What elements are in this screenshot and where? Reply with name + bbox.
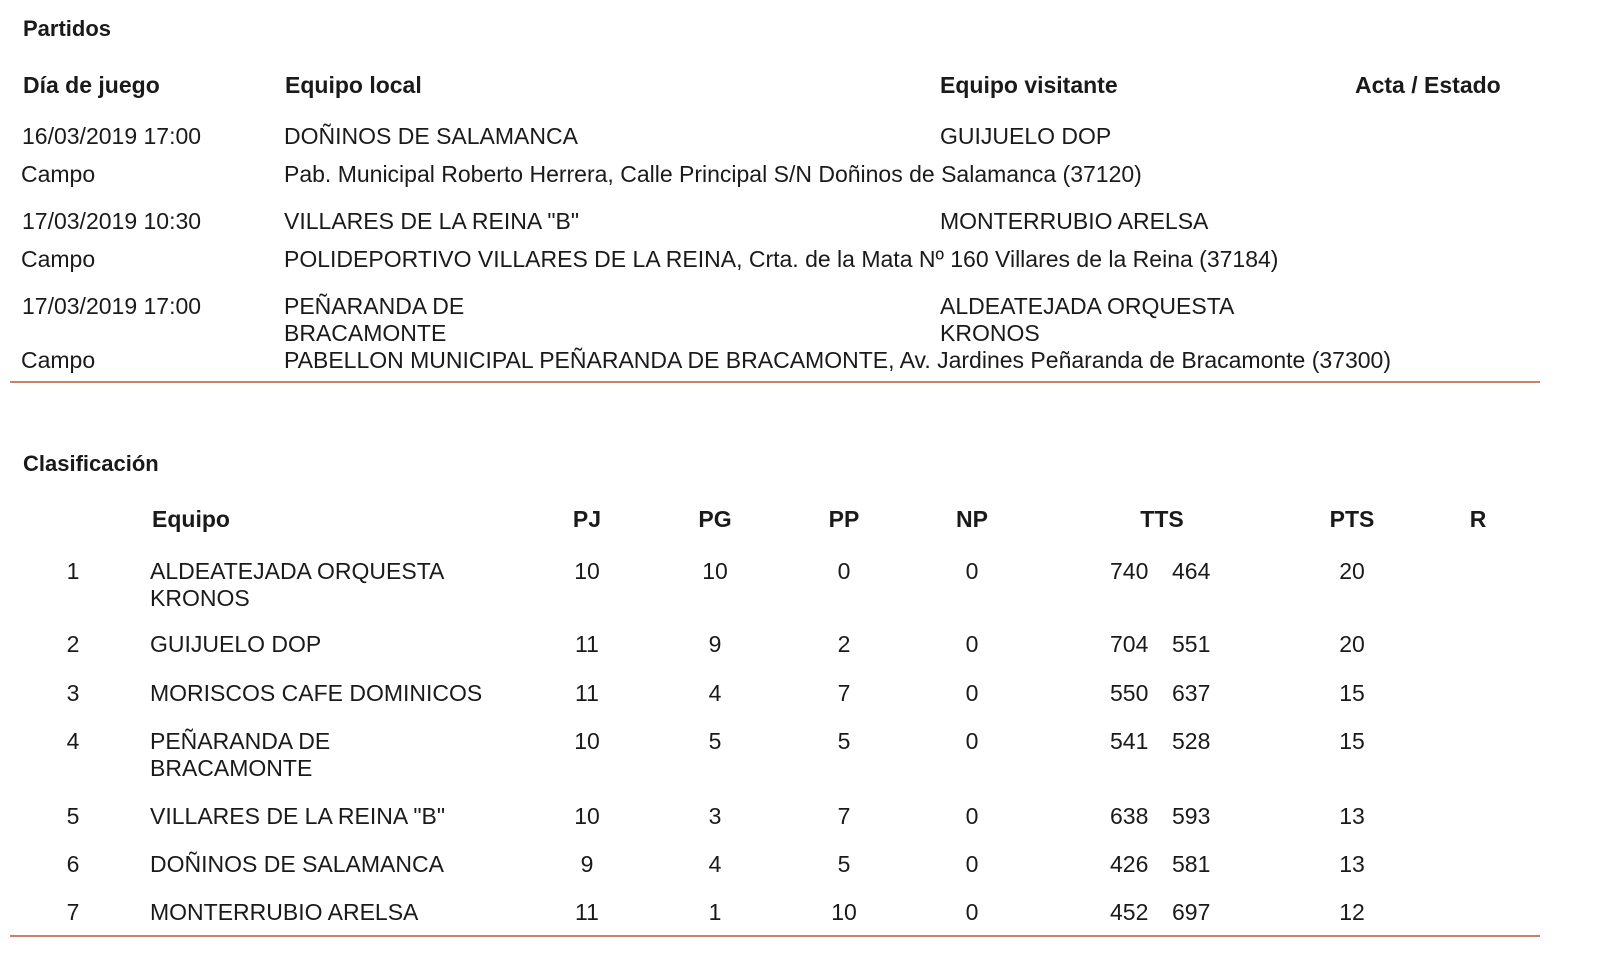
pj-value: 11 xyxy=(575,680,599,706)
np-value: 0 xyxy=(965,851,979,877)
pj-value: 9 xyxy=(580,851,594,877)
pj-value: 10 xyxy=(574,558,600,584)
tts-against-value: 551 xyxy=(1172,631,1211,657)
pg-value: 4 xyxy=(708,851,722,877)
match-visitor-team[interactable]: GUIJUELO DOP xyxy=(940,123,1112,149)
position: 1 xyxy=(66,558,80,584)
partidos-divider xyxy=(10,381,1540,383)
tts-for-value: 740 xyxy=(1110,558,1149,584)
team-name-line: BRACAMONTE xyxy=(150,755,313,781)
header-dia-de-juego: Día de juego xyxy=(23,72,160,98)
match-datetime: 17/03/2019 10:30 xyxy=(22,208,202,234)
tts-against-value: 528 xyxy=(1172,728,1211,754)
pj-value: 11 xyxy=(575,899,599,925)
team-name[interactable] xyxy=(150,728,330,782)
pj-value: 10 xyxy=(574,728,600,754)
tts-for-value: 452 xyxy=(1110,899,1149,925)
np-value: 0 xyxy=(965,558,979,584)
pts-value: 15 xyxy=(1339,728,1365,754)
pts-value: 13 xyxy=(1339,803,1365,829)
pp-value: 0 xyxy=(837,558,851,584)
pp-value: 7 xyxy=(837,803,851,829)
team-name-line: KRONOS xyxy=(150,585,250,611)
header-pts: PTS xyxy=(1329,506,1375,532)
np-value: 0 xyxy=(965,728,979,754)
pts-value: 13 xyxy=(1339,851,1365,877)
campo-label: Campo xyxy=(21,347,96,373)
position: 2 xyxy=(66,631,80,657)
pp-value: 5 xyxy=(837,728,851,754)
match-local-team[interactable]: VILLARES DE LA REINA "B" xyxy=(284,208,580,234)
np-value: 0 xyxy=(965,803,979,829)
pp-value: 2 xyxy=(837,631,851,657)
tts-for-value: 550 xyxy=(1110,680,1149,706)
np-value: 0 xyxy=(965,631,979,657)
pj-value: 11 xyxy=(575,631,599,657)
team-name-line: PEÑARANDA DE xyxy=(284,293,465,319)
tts-against-value: 464 xyxy=(1172,558,1211,584)
tts-for-value: 426 xyxy=(1110,851,1149,877)
team-name-line: BRACAMONTE xyxy=(284,320,447,346)
pg-value: 3 xyxy=(708,803,722,829)
team-name[interactable]: MONTERRUBIO ARELSA xyxy=(150,899,419,925)
position: 5 xyxy=(66,803,80,829)
header-r: R xyxy=(1469,506,1487,532)
header-equipo-visitante: Equipo visitante xyxy=(940,72,1118,98)
team-name-line: KRONOS xyxy=(940,320,1040,346)
header-np: NP xyxy=(956,506,988,532)
np-value: 0 xyxy=(965,899,979,925)
match-visitor-team[interactable]: MONTERRUBIO ARELSA xyxy=(940,208,1209,234)
header-tts: TTS xyxy=(1140,506,1184,532)
pg-value: 10 xyxy=(702,558,728,584)
header-acta-estado: Acta / Estado xyxy=(1355,72,1501,98)
partidos-title: Partidos xyxy=(23,16,112,41)
campo-label: Campo xyxy=(21,246,96,272)
position: 4 xyxy=(66,728,80,754)
header-pg: PG xyxy=(698,506,732,532)
team-name[interactable] xyxy=(150,558,444,612)
team-name-line: PEÑARANDA DE xyxy=(150,728,331,754)
header-pj: PJ xyxy=(572,506,602,532)
pg-value: 4 xyxy=(708,680,722,706)
position: 6 xyxy=(66,851,80,877)
pg-value: 9 xyxy=(708,631,722,657)
clasificacion-divider xyxy=(10,935,1540,937)
tts-for-value: 541 xyxy=(1110,728,1149,754)
pj-value: 10 xyxy=(574,803,600,829)
match-datetime: 16/03/2019 17:00 xyxy=(22,123,202,149)
campo-label: Campo xyxy=(21,161,96,187)
header-equipo-local: Equipo local xyxy=(285,72,422,98)
pts-value: 15 xyxy=(1339,680,1365,706)
team-name[interactable]: DOÑINOS DE SALAMANCA xyxy=(150,851,444,877)
tts-against-value: 581 xyxy=(1172,851,1211,877)
campo-address: PABELLON MUNICIPAL PEÑARANDA DE BRACAMONTE, Av. Jardines Peñaranda de Bracamonte (37300) xyxy=(284,347,1392,373)
tts-against-value: 697 xyxy=(1172,899,1211,925)
pts-value: 12 xyxy=(1339,899,1365,925)
match-datetime: 17/03/2019 17:00 xyxy=(22,293,202,319)
match-visitor-team[interactable] xyxy=(940,293,1234,347)
pts-value: 20 xyxy=(1339,631,1365,657)
np-value: 0 xyxy=(965,680,979,706)
pts-value: 20 xyxy=(1339,558,1365,584)
team-name[interactable]: VILLARES DE LA REINA "B" xyxy=(150,803,446,829)
pp-value: 7 xyxy=(837,680,851,706)
position: 7 xyxy=(66,899,80,925)
team-name-line: ALDEATEJADA ORQUESTA xyxy=(940,293,1235,319)
team-name-line: ALDEATEJADA ORQUESTA xyxy=(150,558,445,584)
campo-address: Pab. Municipal Roberto Herrera, Calle Principal S/N Doñinos de Salamanca (37120) xyxy=(284,161,1142,187)
pg-value: 1 xyxy=(708,899,722,925)
clasificacion-title: Clasificación xyxy=(23,451,159,476)
team-name[interactable]: GUIJUELO DOP xyxy=(150,631,322,657)
pg-value: 5 xyxy=(708,728,722,754)
match-local-team[interactable] xyxy=(284,293,464,347)
header-equipo: Equipo xyxy=(152,506,230,532)
tts-for-value: 704 xyxy=(1110,631,1149,657)
tts-for-value: 638 xyxy=(1110,803,1149,829)
match-local-team[interactable]: DOÑINOS DE SALAMANCA xyxy=(284,123,578,149)
tts-against-value: 593 xyxy=(1172,803,1211,829)
pp-value: 5 xyxy=(837,851,851,877)
position: 3 xyxy=(66,680,80,706)
tts-against-value: 637 xyxy=(1172,680,1211,706)
header-pp: PP xyxy=(828,506,860,532)
campo-address: POLIDEPORTIVO VILLARES DE LA REINA, Crta. de la Mata Nº 160 Villares de la Reina (37184) xyxy=(284,246,1279,272)
team-name[interactable]: MORISCOS CAFE DOMINICOS xyxy=(150,680,483,706)
pp-value: 10 xyxy=(831,899,857,925)
